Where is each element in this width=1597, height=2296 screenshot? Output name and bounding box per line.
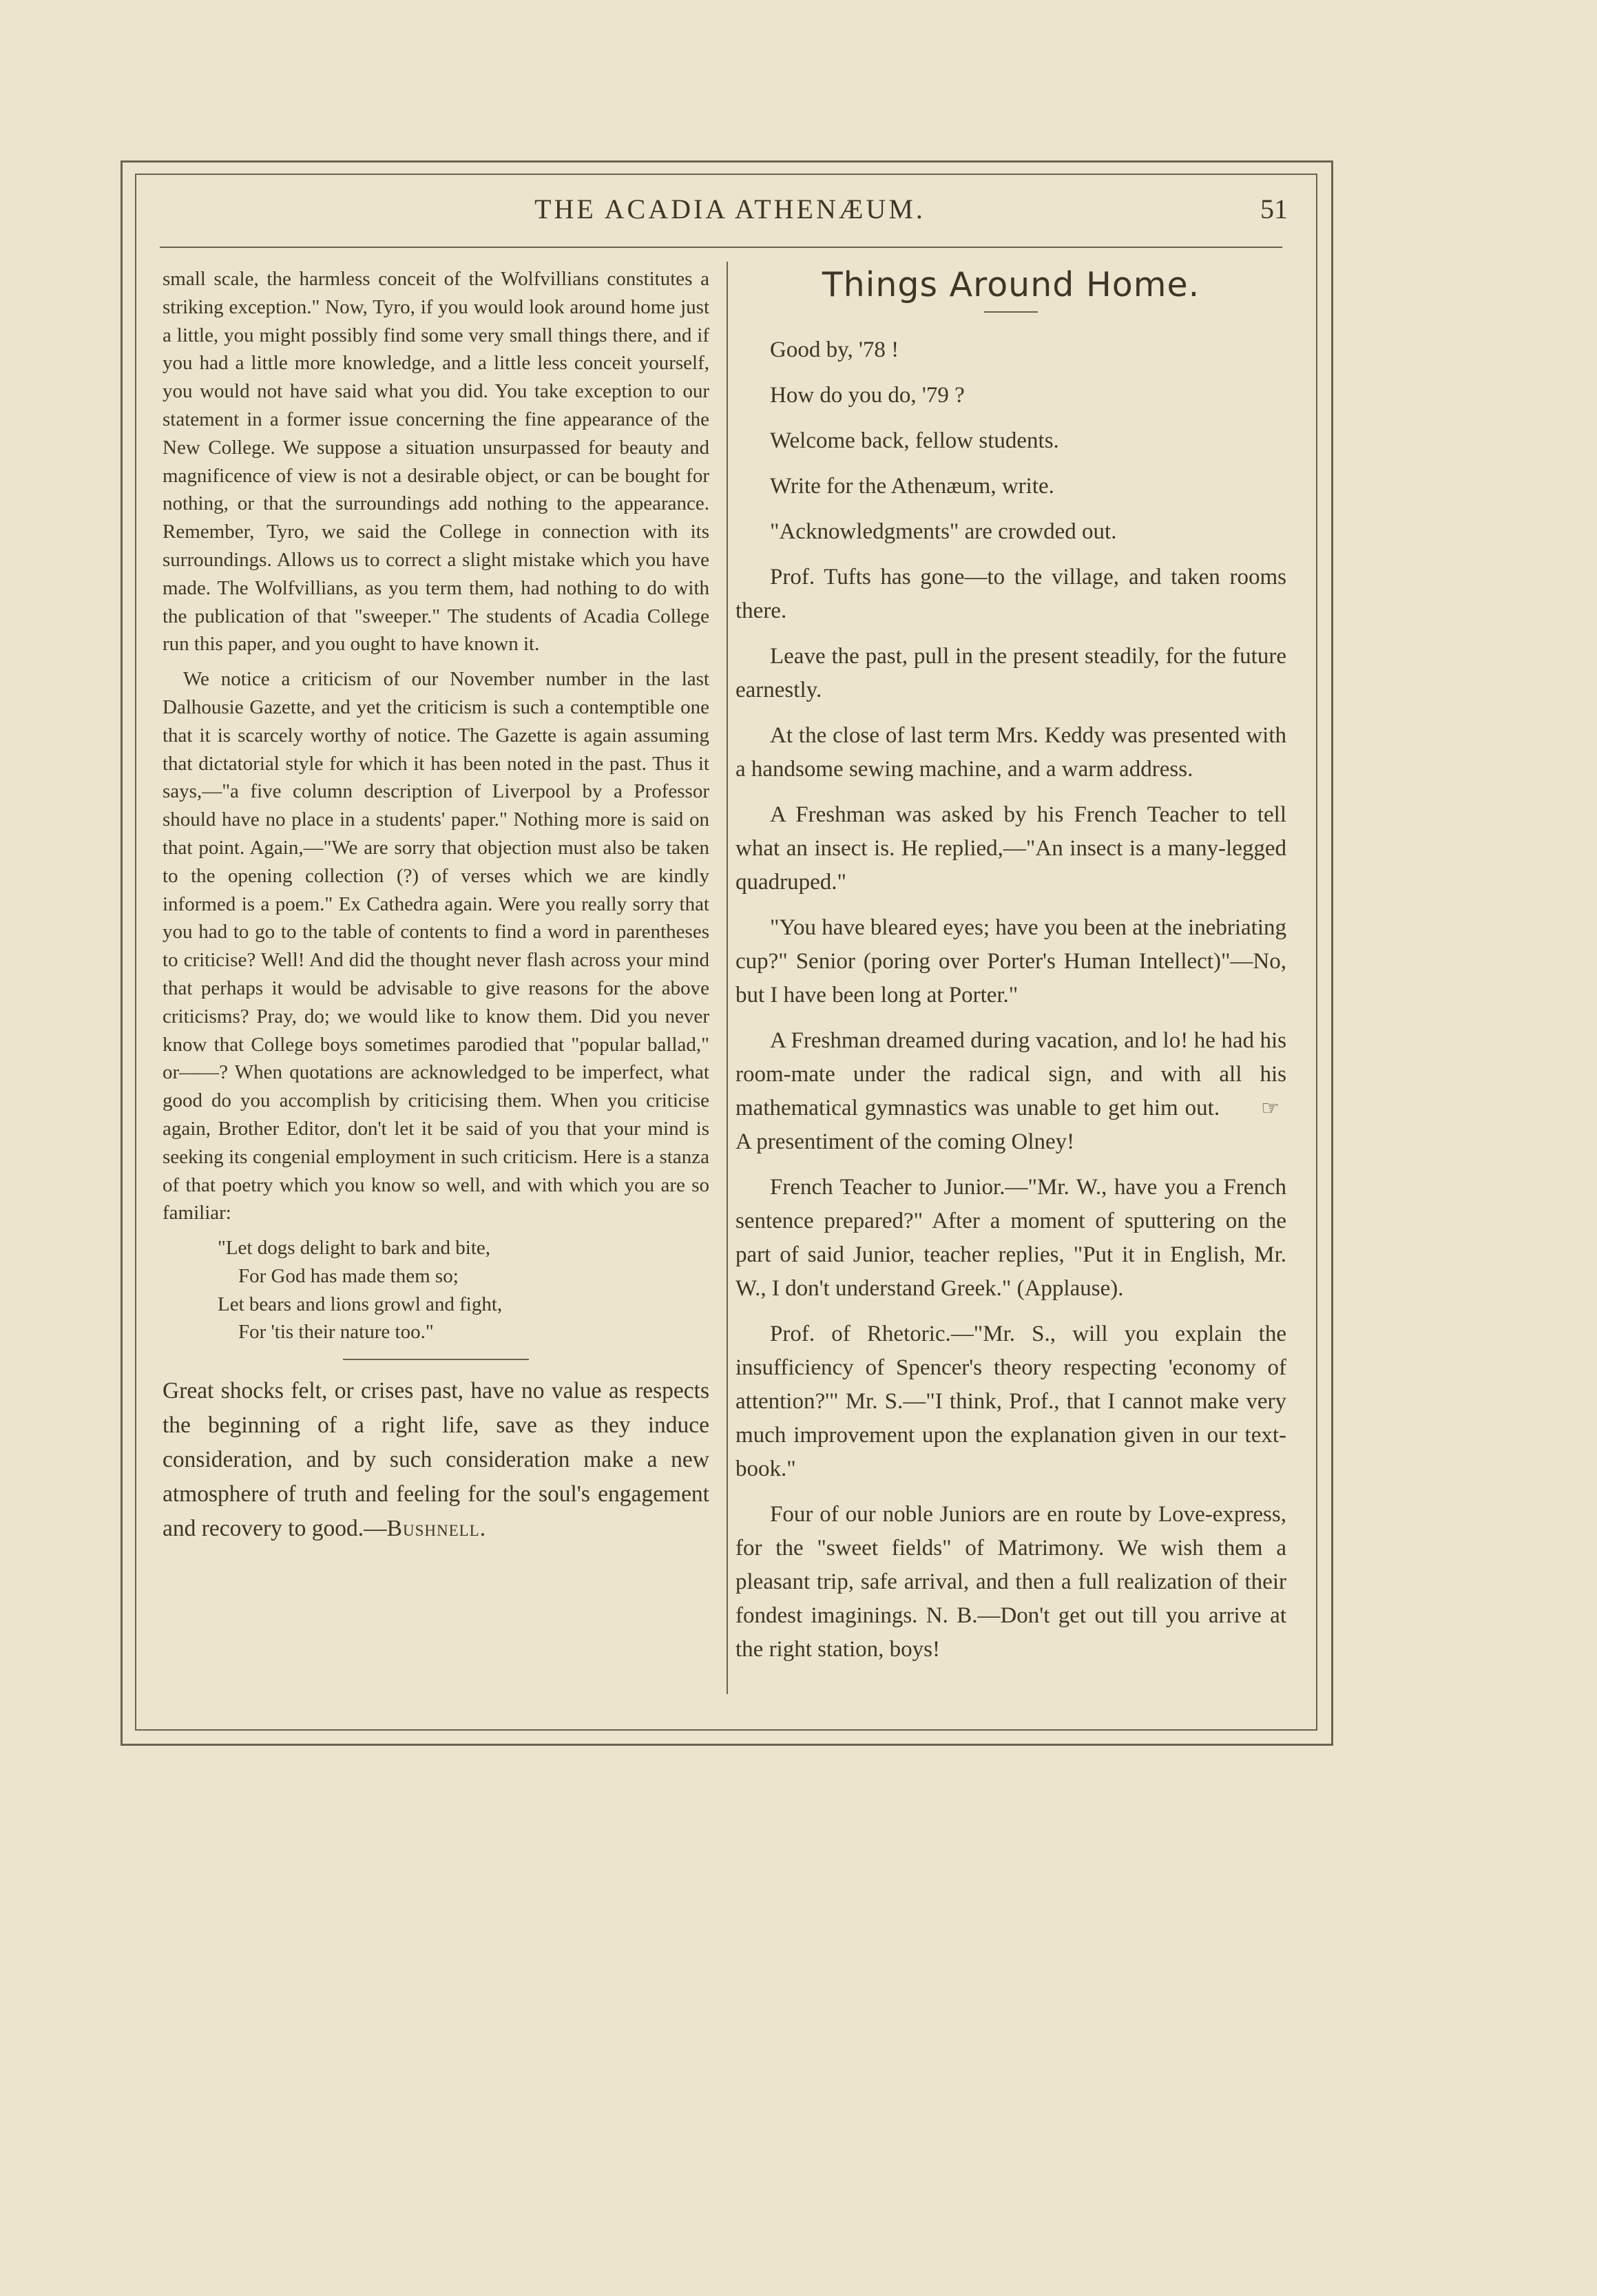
- page-number: 51: [1260, 194, 1288, 225]
- news-item: At the close of last term Mrs. Keddy was presented with a handsome sewing machine, and a warm address.: [735, 723, 1286, 782]
- section-separator: [343, 1359, 529, 1360]
- editorial-paragraph-gazette: We notice a criticism of our November number in the last Dalhousie Gazette, and yet the criticism is such a contemptible one that it is scarcely worthy of notice. The Gazette is again assuming that dictatorial style for which it has been noted in the past. Thus it says,—"a five column description of Liverpool by a Professor should have no place in a students' paper." Nothing more is said on that point. Again,—"We are sorry that objection must also be taken to the opening collection (?) of verses which we are kindly informed is a poem." Ex Cathedra again. Were you really sorry that you had to go to the table of contents to find a word in parentheses to criticise? Well! And did the thought never flash across your mind that perhaps it would be advisable to give reasons for the above criticisms? Pray, do; we would like to know them. Did you never know that College boys sometimes parodied that "popular ballad," or——? When quotations are acknowledged to be imperfect, what good do you accomplish by criticising them. When you criticise again, Brother Editor, don't let it be said of you that your mind is seeking its congenial employment in such criticism. Here is a stanza of that poetry which you know so well, and with which you are so familiar:: [163, 668, 709, 1224]
- page-header: [172, 193, 1288, 234]
- stanza-line: For 'tis their nature too.": [238, 1321, 434, 1344]
- header-rule: [160, 247, 1282, 248]
- dream-text: A Freshman dreamed during vacation, and lo! he had his room-mate under the radical sign, and with all his mathematical gymnastics was unable to get him out.: [735, 1028, 1286, 1120]
- pointing-hand-icon: ☞: [1261, 1097, 1280, 1120]
- quote-text: Great shocks felt, or crises past, have no value as respects the beginning of a right life, save as they induce consideration, and by such consideration make a new atmosphere of truth and feeling for the soul's engagement and recovery to good.—: [163, 1378, 709, 1542]
- news-item: Good by, '78 !: [770, 337, 899, 362]
- column-divider: [727, 262, 728, 1694]
- right-column: [735, 265, 1286, 1678]
- news-item-freshman-dream: [735, 1024, 1286, 1159]
- news-item: "You have bleared eyes; have you been at the inebriating cup?" Senior (poring over Porter's Human Intellect)"—No, but I have been long at Porter.": [735, 915, 1286, 1008]
- news-item: Prof. of Rhetoric.—"Mr. S., will you explain the insufficiency of Spencer's theory respecting 'economy of attention?'" Mr. S.—"I think, Prof., that I cannot make very much improvement upon the explanation given in our text-book.": [735, 1322, 1286, 1481]
- news-item: Leave the past, pull in the present steadily, for the future earnestly.: [735, 644, 1286, 702]
- editorial-paragraph-tyro: small scale, the harmless conceit of the Wolfvillians constitutes a striking exception." Now, Tyro, if you would look around home just a little, you might possibly find some very small things there, and if you had a little more knowledge, and a little less conceit yourself, you would not have said what you did. You take exception to our statement in a former issue concerning the fine appearance of the New College. We suppose a situation unsurpassed for beauty and magnificence of view is not a desirable object, or can be bought for nothing, or that the surroundings add nothing to the appearance. Remember, Tyro, we said the College in connection with its surroundings. Allows us to correct a slight mistake which you have made. The Wolfvillians, as you term them, had nothing to do with the publication of that "sweeper." The students of Acadia College run this paper, and you ought to have known it.: [163, 268, 709, 656]
- section-title: Things Around Home.: [822, 265, 1200, 304]
- news-item: "Acknowledgments" are crowded out.: [770, 519, 1117, 544]
- news-item: Write for the Athenæum, write.: [770, 474, 1054, 499]
- news-item: French Teacher to Junior.—"Mr. W., have you a French sentence prepared?" After a moment of sputtering on the part of said Junior, teacher replies, "Put it in English, Mr. W., I don't understand Greek." (Applause).: [735, 1175, 1286, 1301]
- stanza-line: Let bears and lions growl and fight,: [218, 1293, 503, 1315]
- poem-stanza: [218, 1234, 709, 1346]
- dream-presentiment: A presentiment of the coming Olney!: [735, 1129, 1075, 1154]
- journal-title: THE ACADIA ATHENÆUM.: [534, 194, 926, 225]
- quote-author: Bushnell.: [386, 1516, 487, 1542]
- stanza-line: For God has made them so;: [238, 1264, 459, 1287]
- news-item: Prof. Tufts has gone—to the village, and taken rooms there.: [735, 565, 1286, 623]
- news-item: A Freshman was asked by his French Teacher to tell what an insect is. He replied,—"An insect is a many-legged quadruped.": [735, 802, 1286, 895]
- stanza-line: "Let dogs delight to bark and bite,: [218, 1237, 491, 1260]
- title-rule: [984, 311, 1038, 313]
- bushnell-quote: [163, 1374, 709, 1546]
- left-column: [163, 265, 709, 1546]
- news-item: How do you do, '79 ?: [770, 383, 965, 408]
- news-item: Four of our noble Juniors are en route by Love-express, for the "sweet fields" of Matrimony. We wish them a pleasant trip, safe arrival, and then a full realization of their fondest imaginings. N. B.—Don't get out till you arrive at the right station, boys!: [735, 1502, 1286, 1662]
- news-item: Welcome back, fellow students.: [770, 428, 1059, 453]
